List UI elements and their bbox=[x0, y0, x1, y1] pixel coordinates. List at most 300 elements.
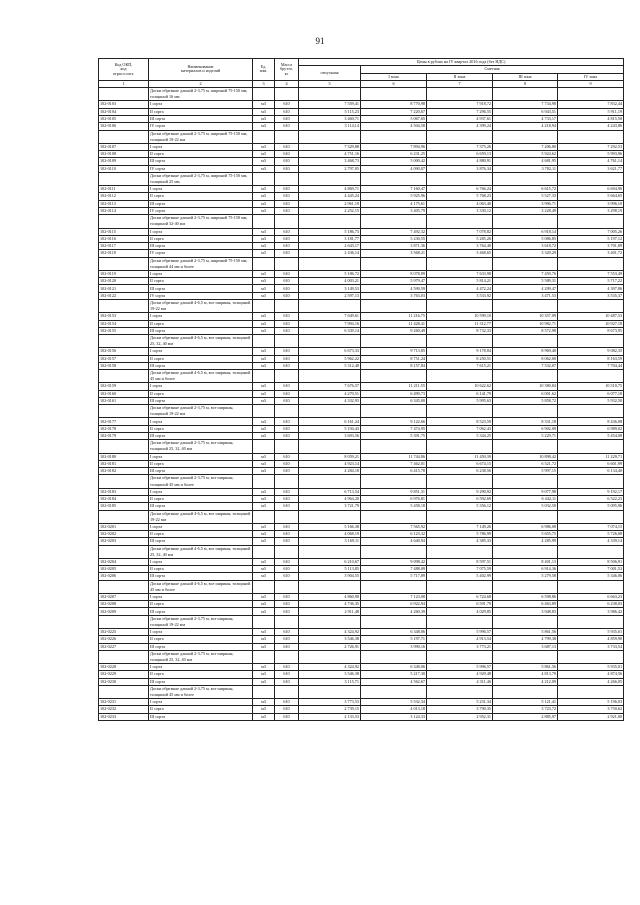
zone-price-cell: 8 751,24 bbox=[361, 355, 427, 362]
unit-cell: м3 bbox=[253, 235, 275, 242]
table-body bbox=[99, 88, 624, 721]
empty-cell bbox=[253, 440, 275, 453]
mass-cell: 610 bbox=[275, 608, 299, 615]
zone-price-cell: 7 918,72 bbox=[427, 101, 493, 108]
unit-cell: м3 bbox=[253, 643, 275, 650]
table-row bbox=[99, 243, 624, 250]
code-cell: 102-0204 bbox=[99, 558, 149, 565]
name-cell: I сорта bbox=[149, 418, 253, 425]
zone-price-cell: 5 655,75 bbox=[493, 531, 558, 538]
unit-cell: м3 bbox=[253, 453, 275, 460]
empty-cell bbox=[558, 685, 624, 698]
unit-cell: м3 bbox=[253, 285, 275, 292]
code-cell: 102-0229 bbox=[99, 671, 149, 678]
zone-price-cell: 7 704,44 bbox=[558, 362, 624, 369]
group-header-row bbox=[99, 300, 624, 313]
empty-cell bbox=[299, 545, 361, 558]
mass-cell: 610 bbox=[275, 643, 299, 650]
empty-cell bbox=[253, 172, 275, 185]
zone-price-cell: 7 565,92 bbox=[361, 523, 427, 530]
empty-cell bbox=[275, 405, 299, 418]
empty-cell bbox=[361, 580, 427, 593]
retail-price-cell: 4 445,24 bbox=[299, 193, 361, 200]
table-row bbox=[99, 278, 624, 285]
retail-price-cell: 2 797,05 bbox=[299, 165, 361, 172]
empty-cell bbox=[299, 475, 361, 488]
code-cell bbox=[99, 405, 149, 418]
retail-price-cell: 3 721,79 bbox=[299, 503, 361, 510]
zone-price-cell: 2 921,00 bbox=[558, 713, 624, 720]
column-index: 4 bbox=[275, 80, 299, 87]
code-cell: 102-0103 bbox=[99, 101, 149, 108]
header-zone-4: IV зона bbox=[558, 73, 624, 80]
unit-cell: м3 bbox=[253, 460, 275, 467]
group-header-row bbox=[99, 475, 624, 488]
code-cell: 102-0105 bbox=[99, 115, 149, 122]
retail-price-cell: 5 166,38 bbox=[299, 523, 361, 530]
unit-cell: м3 bbox=[253, 503, 275, 510]
mass-cell: 610 bbox=[275, 165, 299, 172]
mass-cell: 610 bbox=[275, 523, 299, 530]
retail-price-cell: 2 911,48 bbox=[299, 608, 361, 615]
empty-cell bbox=[558, 172, 624, 185]
zone-price-cell: 6 521,72 bbox=[493, 460, 558, 467]
zone-price-cell: 4 029,85 bbox=[427, 608, 493, 615]
zone-price-cell: 7 075,59 bbox=[427, 566, 493, 573]
mass-cell: 610 bbox=[275, 348, 299, 355]
zone-price-cell: 6 591,79 bbox=[427, 601, 493, 608]
name-cell: IV сорта bbox=[149, 165, 253, 172]
retail-price-cell: 4 923,14 bbox=[299, 460, 361, 467]
empty-cell bbox=[299, 130, 361, 143]
retail-price-cell: 2 597,13 bbox=[299, 292, 361, 299]
retail-price-cell: 6 210,67 bbox=[299, 558, 361, 565]
unit-cell: м3 bbox=[253, 468, 275, 475]
unit-cell: м3 bbox=[253, 313, 275, 320]
zone-price-cell: 7 492,32 bbox=[361, 228, 427, 235]
table-row bbox=[99, 193, 624, 200]
empty-cell bbox=[493, 300, 558, 313]
name-cell: I сорта bbox=[149, 558, 253, 565]
zone-price-cell: 7 005,26 bbox=[558, 228, 624, 235]
name-cell: III сорта bbox=[149, 243, 253, 250]
table-row bbox=[99, 250, 624, 257]
code-cell: 102-0114 bbox=[99, 208, 149, 215]
code-cell: 102-0233 bbox=[99, 713, 149, 720]
empty-cell bbox=[361, 172, 427, 185]
unit-cell: м3 bbox=[253, 636, 275, 643]
name-cell: III сорта bbox=[149, 398, 253, 405]
table-row bbox=[99, 523, 624, 530]
retail-price-cell: 3 169,11 bbox=[299, 538, 361, 545]
table-row bbox=[99, 664, 624, 671]
empty-cell bbox=[493, 510, 558, 523]
empty-cell bbox=[253, 300, 275, 313]
mass-cell: 610 bbox=[275, 398, 299, 405]
table-row bbox=[99, 200, 624, 207]
unit-cell: м3 bbox=[253, 706, 275, 713]
empty-cell bbox=[253, 580, 275, 593]
name-cell: III сорта bbox=[149, 678, 253, 685]
code-cell bbox=[99, 510, 149, 523]
empty-cell bbox=[427, 88, 493, 101]
unit-cell: м3 bbox=[253, 208, 275, 215]
empty-cell bbox=[275, 475, 299, 488]
empty-cell bbox=[493, 130, 558, 143]
group-title: Доски обрезные длиной 4-6,5 м, все ширины, толщиной 19-22 мм bbox=[149, 510, 253, 523]
retail-price-cell: 3 149,53 bbox=[299, 285, 361, 292]
mass-cell: 610 bbox=[275, 278, 299, 285]
zone-price-cell: 3 298,19 bbox=[558, 208, 624, 215]
table-row bbox=[99, 636, 624, 643]
zone-price-cell: 6 348,06 bbox=[361, 664, 427, 671]
mass-cell: 610 bbox=[275, 390, 299, 397]
zone-price-cell: 5 032,50 bbox=[493, 503, 558, 510]
zone-price-cell: 3 782,11 bbox=[493, 165, 558, 172]
empty-cell bbox=[427, 172, 493, 185]
zone-price-cell: 8 401,13 bbox=[493, 558, 558, 565]
zone-price-cell: 3 621,77 bbox=[558, 165, 624, 172]
zone-price-cell: 7 462,01 bbox=[361, 460, 427, 467]
unit-cell: м3 bbox=[253, 108, 275, 115]
empty-cell bbox=[253, 215, 275, 228]
zone-price-cell: 4 311,46 bbox=[427, 678, 493, 685]
unit-cell: м3 bbox=[253, 115, 275, 122]
group-title: Доски обрезные длиной 4-6,5 м, все ширины, толщиной 45 мм и более bbox=[149, 580, 253, 593]
retail-price-cell: 2 133,53 bbox=[299, 713, 361, 720]
name-cell: III сорта bbox=[149, 200, 253, 207]
code-cell bbox=[99, 440, 149, 453]
retail-price-cell: 3 468,73 bbox=[299, 158, 361, 165]
zone-price-cell: 6 989,02 bbox=[558, 425, 624, 432]
table-row bbox=[99, 488, 624, 495]
empty-cell bbox=[427, 580, 493, 593]
unit-cell: м3 bbox=[253, 123, 275, 130]
zone-price-cell: 3 996,71 bbox=[493, 200, 558, 207]
zone-price-cell: 4 913,54 bbox=[427, 636, 493, 643]
zone-price-cell: 3 876,34 bbox=[427, 165, 493, 172]
zone-price-cell: 6 348,06 bbox=[361, 628, 427, 635]
table-row bbox=[99, 418, 624, 425]
table-row bbox=[99, 398, 624, 405]
zone-price-cell: 4 090,07 bbox=[361, 165, 427, 172]
zone-price-cell: 7 206,80 bbox=[493, 143, 558, 150]
empty-cell bbox=[361, 130, 427, 143]
mass-cell: 610 bbox=[275, 503, 299, 510]
zone-price-cell: 5 726,08 bbox=[558, 531, 624, 538]
table-row bbox=[99, 123, 624, 130]
empty-cell bbox=[299, 405, 361, 418]
unit-cell: м3 bbox=[253, 558, 275, 565]
retail-price-cell: 4 736,35 bbox=[299, 601, 361, 608]
zone-price-cell: 3 764,40 bbox=[427, 243, 493, 250]
empty-cell bbox=[253, 335, 275, 348]
empty-cell bbox=[253, 405, 275, 418]
zone-price-cell: 8 969,40 bbox=[493, 348, 558, 355]
code-cell: 102-0161 bbox=[99, 398, 149, 405]
header-zone-1: I зона bbox=[361, 73, 427, 80]
code-cell: 102-0120 bbox=[99, 278, 149, 285]
zone-price-cell: 6 499,73 bbox=[361, 390, 427, 397]
name-cell: II сорта bbox=[149, 531, 253, 538]
zone-price-cell: 7 160,47 bbox=[361, 186, 427, 193]
unit-cell: м3 bbox=[253, 101, 275, 108]
zone-price-cell: 6 914,36 bbox=[493, 566, 558, 573]
mass-cell: 610 bbox=[275, 270, 299, 277]
zone-price-cell: 8 250,51 bbox=[427, 355, 493, 362]
empty-cell bbox=[275, 685, 299, 698]
group-header-row bbox=[99, 88, 624, 101]
name-cell: I сорта bbox=[149, 348, 253, 355]
column-index: 7 bbox=[427, 80, 493, 87]
zone-price-cell: 3 723,72 bbox=[493, 706, 558, 713]
empty-cell bbox=[558, 545, 624, 558]
zone-price-cell: 3 733,54 bbox=[558, 643, 624, 650]
retail-price-cell: 7 676,57 bbox=[299, 383, 361, 390]
empty-cell bbox=[299, 510, 361, 523]
zone-price-cell: 5 095,96 bbox=[558, 503, 624, 510]
retail-price-cell: 3 904,55 bbox=[299, 573, 361, 580]
zone-price-cell: 5 086,85 bbox=[493, 235, 558, 242]
code-cell bbox=[99, 580, 149, 593]
table-row bbox=[99, 699, 624, 706]
zone-price-cell: 9 290,92 bbox=[427, 488, 493, 495]
code-cell: 102-0108 bbox=[99, 151, 149, 158]
zone-price-cell: 6 724,68 bbox=[427, 593, 493, 600]
mass-cell: 610 bbox=[275, 243, 299, 250]
empty-cell bbox=[493, 475, 558, 488]
name-cell: II сорта bbox=[149, 193, 253, 200]
zone-price-cell: 5 217,30 bbox=[361, 671, 427, 678]
code-cell: 102-0180 bbox=[99, 453, 149, 460]
zone-price-cell: 6 123,32 bbox=[361, 531, 427, 538]
header-unit: Ед. изм. bbox=[253, 59, 275, 81]
mass-cell: 610 bbox=[275, 208, 299, 215]
zone-price-cell: 11 229,71 bbox=[558, 453, 624, 460]
empty-cell bbox=[558, 257, 624, 270]
header-retail: отпускная bbox=[299, 66, 361, 81]
unit-cell: м3 bbox=[253, 573, 275, 580]
code-cell: 102-0226 bbox=[99, 636, 149, 643]
unit-cell: м3 bbox=[253, 418, 275, 425]
zone-price-cell: 6 415,78 bbox=[361, 468, 427, 475]
code-cell: 102-0225 bbox=[99, 628, 149, 635]
mass-cell: 610 bbox=[275, 158, 299, 165]
zone-price-cell: 5 997,15 bbox=[493, 468, 558, 475]
code-cell: 102-0182 bbox=[99, 468, 149, 475]
header-prices-title: Цены в рублях на IV квартал 2016 года (без НДС) bbox=[299, 59, 624, 66]
code-cell bbox=[99, 475, 149, 488]
zone-price-cell: 7 633,98 bbox=[427, 270, 493, 277]
zone-price-cell: 4 815,58 bbox=[558, 115, 624, 122]
empty-cell bbox=[361, 650, 427, 663]
unit-cell: м3 bbox=[253, 158, 275, 165]
name-cell: II сорта bbox=[149, 495, 253, 502]
table-row bbox=[99, 503, 624, 510]
zone-price-cell: 3 471,53 bbox=[493, 292, 558, 299]
retail-price-cell: 7 559,41 bbox=[299, 101, 361, 108]
table-row bbox=[99, 601, 624, 608]
zone-price-cell: 3 687,13 bbox=[493, 643, 558, 650]
group-header-row bbox=[99, 440, 624, 453]
empty-cell bbox=[299, 257, 361, 270]
unit-cell: м3 bbox=[253, 270, 275, 277]
retail-price-cell: 3 460,71 bbox=[299, 115, 361, 122]
zone-price-cell: 5 664,65 bbox=[558, 193, 624, 200]
retail-price-cell: 4 869,71 bbox=[299, 186, 361, 193]
table-row bbox=[99, 531, 624, 538]
mass-cell: 610 bbox=[275, 558, 299, 565]
table-row bbox=[99, 566, 624, 573]
mass-cell: 610 bbox=[275, 108, 299, 115]
code-cell: 102-0202 bbox=[99, 531, 149, 538]
empty-cell bbox=[361, 475, 427, 488]
name-cell: II сорта bbox=[149, 636, 253, 643]
code-cell: 102-0181 bbox=[99, 460, 149, 467]
group-header-row bbox=[99, 510, 624, 523]
mass-cell: 610 bbox=[275, 151, 299, 158]
empty-cell bbox=[275, 440, 299, 453]
name-cell: II сорта bbox=[149, 460, 253, 467]
empty-cell bbox=[299, 88, 361, 101]
zone-price-cell: 3 871,36 bbox=[361, 243, 427, 250]
group-title: Доски обрезные длиной 2-3,75 м, все ширины, толщиной 19-22 мм bbox=[149, 405, 253, 418]
table-row bbox=[99, 101, 624, 108]
retail-price-cell: 2 643,17 bbox=[299, 243, 361, 250]
zone-price-cell: 6 694,96 bbox=[558, 186, 624, 193]
unit-cell: м3 bbox=[253, 383, 275, 390]
zone-price-cell: 7 078,82 bbox=[427, 228, 493, 235]
zone-price-cell: 5 911,19 bbox=[558, 108, 624, 115]
mass-cell: 610 bbox=[275, 601, 299, 608]
column-index: 2 bbox=[149, 80, 253, 87]
name-cell: II сорта bbox=[149, 706, 253, 713]
zone-price-cell: 3 330,12 bbox=[427, 208, 493, 215]
mass-cell: 610 bbox=[275, 313, 299, 320]
name-cell: III сорта bbox=[149, 573, 253, 580]
empty-cell bbox=[275, 257, 299, 270]
empty-cell bbox=[493, 615, 558, 628]
name-cell: II сорта bbox=[149, 355, 253, 362]
zone-price-cell: 3 468,65 bbox=[427, 250, 493, 257]
retail-price-cell: 3 546,38 bbox=[299, 671, 361, 678]
code-cell: 102-0122 bbox=[99, 292, 149, 299]
code-cell: 102-0155 bbox=[99, 327, 149, 334]
name-cell: III сорта bbox=[149, 643, 253, 650]
zone-price-cell: 9 260,49 bbox=[361, 327, 427, 334]
mass-cell: 610 bbox=[275, 671, 299, 678]
code-cell: 102-0206 bbox=[99, 573, 149, 580]
mass-cell: 610 bbox=[275, 531, 299, 538]
unit-cell: м3 bbox=[253, 327, 275, 334]
column-index: 1 bbox=[99, 80, 149, 87]
zone-price-cell: 5 402,99 bbox=[427, 573, 493, 580]
column-index: 5 bbox=[299, 80, 361, 87]
unit-cell: м3 bbox=[253, 531, 275, 538]
empty-cell bbox=[299, 440, 361, 453]
empty-cell bbox=[275, 650, 299, 663]
name-cell: I сорта bbox=[149, 383, 253, 390]
mass-cell: 610 bbox=[275, 706, 299, 713]
zone-price-cell: 6 238,56 bbox=[427, 468, 493, 475]
retail-price-cell: 5 186,72 bbox=[299, 270, 361, 277]
empty-cell bbox=[558, 650, 624, 663]
code-cell: 102-0179 bbox=[99, 433, 149, 440]
zone-price-cell: 4 929,48 bbox=[427, 671, 493, 678]
zone-price-cell: 7 459,76 bbox=[493, 270, 558, 277]
unit-cell: м3 bbox=[253, 355, 275, 362]
empty-cell bbox=[275, 545, 299, 558]
zone-price-cell: 9 713,85 bbox=[361, 348, 427, 355]
code-cell bbox=[99, 335, 149, 348]
unit-cell: м3 bbox=[253, 538, 275, 545]
empty-cell bbox=[275, 615, 299, 628]
empty-cell bbox=[299, 300, 361, 313]
group-header-row bbox=[99, 615, 624, 628]
zone-price-cell: 4 399,24 bbox=[427, 123, 493, 130]
table-row bbox=[99, 383, 624, 390]
code-cell: 102-0121 bbox=[99, 285, 149, 292]
retail-price-cell: 4 324,92 bbox=[299, 628, 361, 635]
name-cell: I сорта bbox=[149, 593, 253, 600]
group-header-row bbox=[99, 650, 624, 663]
name-cell: IV сорта bbox=[149, 208, 253, 215]
zone-price-cell: 5 858,72 bbox=[493, 398, 558, 405]
empty-cell bbox=[427, 685, 493, 698]
zone-price-cell: 7 488,09 bbox=[361, 566, 427, 573]
empty-cell bbox=[493, 88, 558, 101]
mass-cell: 610 bbox=[275, 636, 299, 643]
name-cell: III сорта bbox=[149, 433, 253, 440]
name-cell: II сорта bbox=[149, 566, 253, 573]
empty-cell bbox=[558, 300, 624, 313]
zone-price-cell: 5 532,34 bbox=[361, 699, 427, 706]
unit-cell: м3 bbox=[253, 566, 275, 573]
zone-price-cell: 6 592,69 bbox=[427, 495, 493, 502]
zone-price-cell: 4 504,58 bbox=[361, 123, 427, 130]
unit-cell: м3 bbox=[253, 398, 275, 405]
retail-price-cell: 3 114,14 bbox=[299, 123, 361, 130]
zone-price-cell: 6 986,08 bbox=[493, 523, 558, 530]
zone-price-cell: 4 243,86 bbox=[558, 123, 624, 130]
table-row bbox=[99, 573, 624, 580]
code-cell: 102-0177 bbox=[99, 418, 149, 425]
group-header-row bbox=[99, 215, 624, 228]
zone-price-cell: 9 851,31 bbox=[361, 488, 427, 495]
zone-price-cell: 4 874,56 bbox=[558, 671, 624, 678]
empty-cell bbox=[493, 580, 558, 593]
retail-price-cell: 7 649,61 bbox=[299, 313, 361, 320]
table-row bbox=[99, 355, 624, 362]
code-cell: 102-0119 bbox=[99, 270, 149, 277]
zone-price-cell: 4 472,24 bbox=[427, 285, 493, 292]
zone-price-cell: 5 231,34 bbox=[427, 699, 493, 706]
group-title: Доски обрезные длиной 2-3,75 м, шириной 75-150 мм, толщиной 19-22 мм bbox=[149, 130, 253, 143]
zone-price-cell: 6 674,15 bbox=[427, 460, 493, 467]
unit-cell: м3 bbox=[253, 348, 275, 355]
empty-cell bbox=[361, 88, 427, 101]
empty-cell bbox=[558, 88, 624, 101]
code-cell: 102-0109 bbox=[99, 158, 149, 165]
empty-cell bbox=[253, 475, 275, 488]
zone-price-cell: 11 744,86 bbox=[361, 453, 427, 460]
retail-price-cell: 5 194,43 bbox=[299, 425, 361, 432]
zone-price-cell: 6 659,13 bbox=[427, 151, 493, 158]
table-row bbox=[99, 608, 624, 615]
name-cell: II сорта bbox=[149, 278, 253, 285]
empty-cell bbox=[253, 88, 275, 101]
zone-price-cell: 3 701,89 bbox=[558, 243, 624, 250]
